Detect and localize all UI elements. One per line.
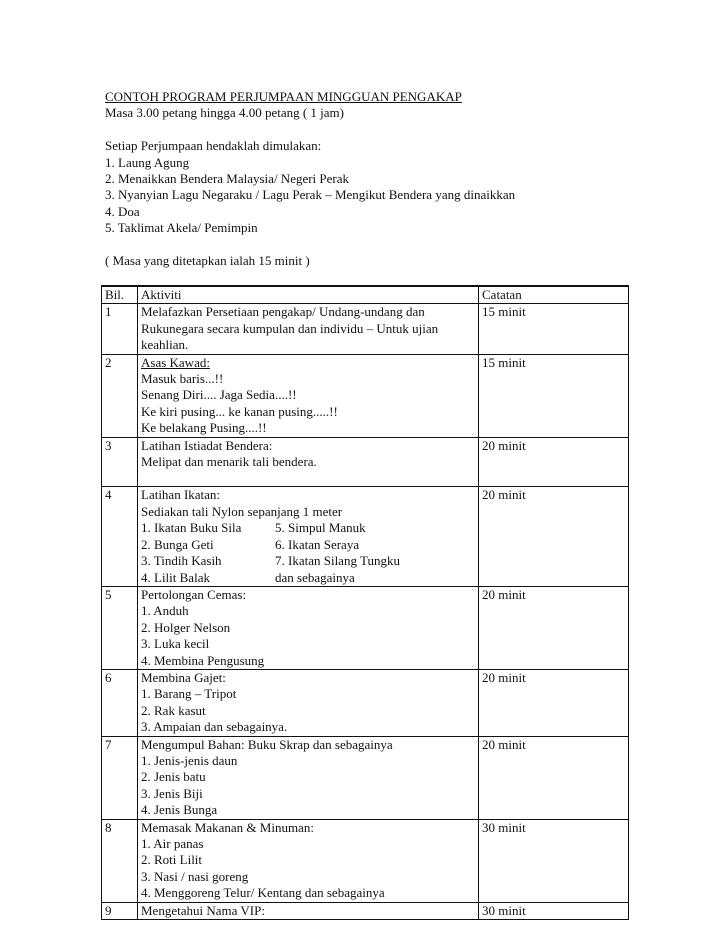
activity-table [101, 285, 629, 920]
row-duration: 20 minit [479, 586, 629, 669]
header-catatan: Catatan [479, 286, 629, 304]
opening-item: 3. Nyanyian Lagu Negaraku / Lagu Perak – Mengikut Bendera yang dinaikkan [105, 187, 516, 203]
knot-pair [141, 537, 475, 553]
table-row [102, 437, 629, 487]
activity-title: Memasak Makanan & Minuman: [141, 819, 314, 835]
activity-title: Asas Kawad: [141, 354, 210, 370]
activity-line: 4. Jenis Bunga [141, 802, 218, 818]
table-row [102, 304, 629, 354]
row-activity [138, 736, 479, 819]
knot-item: 6. Ikatan Seraya [275, 536, 360, 552]
row-activity [138, 902, 479, 919]
activity-line: Rukunegara secara kumpulan dan individu – Untuk ujian [141, 320, 439, 336]
opening-list [105, 155, 630, 237]
activity-line: Masuk baris...!! [141, 371, 224, 387]
activity-title: Melafazkan Persetiaan pengakap/ Undang-undang dan [141, 304, 425, 320]
table-row [102, 586, 629, 669]
row-duration: 20 minit [479, 437, 629, 487]
row-activity [138, 586, 479, 669]
row-number: 4 [102, 487, 138, 586]
knot-pair [141, 570, 475, 586]
knot-item: 7. Ikatan Silang Tungku [275, 553, 400, 569]
activity-title: Latihan Istiadat Bendera: [141, 437, 273, 453]
table-header-row [102, 286, 629, 304]
activity-line: Melipat dan menarik tali bendera. [141, 454, 317, 470]
row-number: 7 [102, 736, 138, 819]
activity-title: Mengumpul Bahan: Buku Skrap dan sebagainya [141, 736, 393, 752]
table-row [102, 736, 629, 819]
row-activity [138, 304, 479, 354]
activity-line: 3. Jenis Biji [141, 785, 203, 801]
table-row [102, 669, 629, 736]
knot-item: 2. Bunga Geti [141, 536, 214, 552]
table-row [102, 354, 629, 437]
document-body [105, 89, 630, 269]
row-number: 8 [102, 819, 138, 902]
row-activity [138, 437, 479, 487]
opening-intro: Setiap Perjumpaan hendaklah dimulakan: [105, 138, 322, 154]
activity-title: Latihan Ikatan: [141, 487, 221, 503]
activity-line: 3. Ampaian dan sebagainya. [141, 719, 288, 735]
row-number: 6 [102, 669, 138, 736]
session-time: Masa 3.00 petang hingga 4.00 petang ( 1 jam) [105, 105, 344, 121]
knot-pair [141, 553, 475, 569]
knot-item: 4. Lilit Balak [141, 569, 210, 585]
table-row [102, 819, 629, 902]
knot-item: 3. Tindih Kasih [141, 553, 222, 569]
opening-item: 2. Menaikkan Bendera Malaysia/ Negeri Perak [105, 171, 350, 187]
activity-title: Membina Gajet: [141, 669, 226, 685]
row-activity [138, 819, 479, 902]
row-number: 3 [102, 437, 138, 487]
row-number: 5 [102, 586, 138, 669]
row-duration: 15 minit [479, 304, 629, 354]
activity-line: 3. Luka kecil [141, 636, 210, 652]
row-duration: 15 minit [479, 354, 629, 437]
knot-pair [141, 520, 475, 536]
row-duration: 30 minit [479, 819, 629, 902]
row-number: 1 [102, 304, 138, 354]
activity-title: Mengetahui Nama VIP: [141, 902, 265, 918]
activity-line: 4. Menggoreng Telur/ Kentang dan sebagainya [141, 885, 385, 901]
row-number: 2 [102, 354, 138, 437]
row-number: 9 [102, 902, 138, 919]
opening-item: 4. Doa [105, 203, 140, 219]
knot-item: 1. Ikatan Buku Sila [141, 520, 242, 536]
row-duration: 20 minit [479, 736, 629, 819]
row-activity [138, 354, 479, 437]
activity-line: 2. Jenis batu [141, 769, 206, 785]
activity-line: Sediakan tali Nylon sepanjang 1 meter [141, 503, 343, 519]
header-aktiviti: Aktiviti [138, 286, 479, 304]
row-activity [138, 669, 479, 736]
activity-line: 2. Holger Nelson [141, 619, 231, 635]
activity-title: Pertolongan Cemas: [141, 586, 247, 602]
row-duration: 20 minit [479, 487, 629, 586]
activity-line: 1. Barang – Tripot [141, 686, 237, 702]
activity-line: 1. Jenis-jenis daun [141, 752, 238, 768]
activity-line: Ke kiri pusing... ke kanan pusing.....!! [141, 403, 338, 419]
opening-item: 1. Laung Agung [105, 154, 190, 170]
row-duration: 20 minit [479, 669, 629, 736]
header-bil: Bil. [102, 286, 138, 304]
opening-note: ( Masa yang ditetapkan ialah 15 minit ) [105, 253, 310, 269]
table-row [102, 487, 629, 586]
row-activity [138, 487, 479, 586]
activity-line: 3. Nasi / nasi goreng [141, 868, 249, 884]
activity-line: keahlian. [141, 337, 189, 353]
row-duration: 30 minit [479, 902, 629, 919]
activity-line: 2. Roti Lilit [141, 852, 203, 868]
table-row [102, 902, 629, 919]
activity-line: Ke belakang Pusing....!! [141, 420, 267, 436]
knot-item: 5. Simpul Manuk [275, 520, 366, 536]
activity-line: Senang Diri.... Jaga Sedia....!! [141, 387, 297, 403]
opening-item: 5. Taklimat Akela/ Pemimpin [105, 220, 258, 236]
activity-line: 1. Anduh [141, 603, 189, 619]
activity-line: 1. Air panas [141, 836, 204, 851]
knot-item: dan sebagainya [275, 569, 355, 585]
activity-line: 4. Membina Pengusung [141, 652, 265, 668]
document-title: CONTOH PROGRAM PERJUMPAAN MINGGUAN PENGAKAP [105, 89, 462, 104]
activity-line: 2. Rak kasut [141, 702, 206, 718]
